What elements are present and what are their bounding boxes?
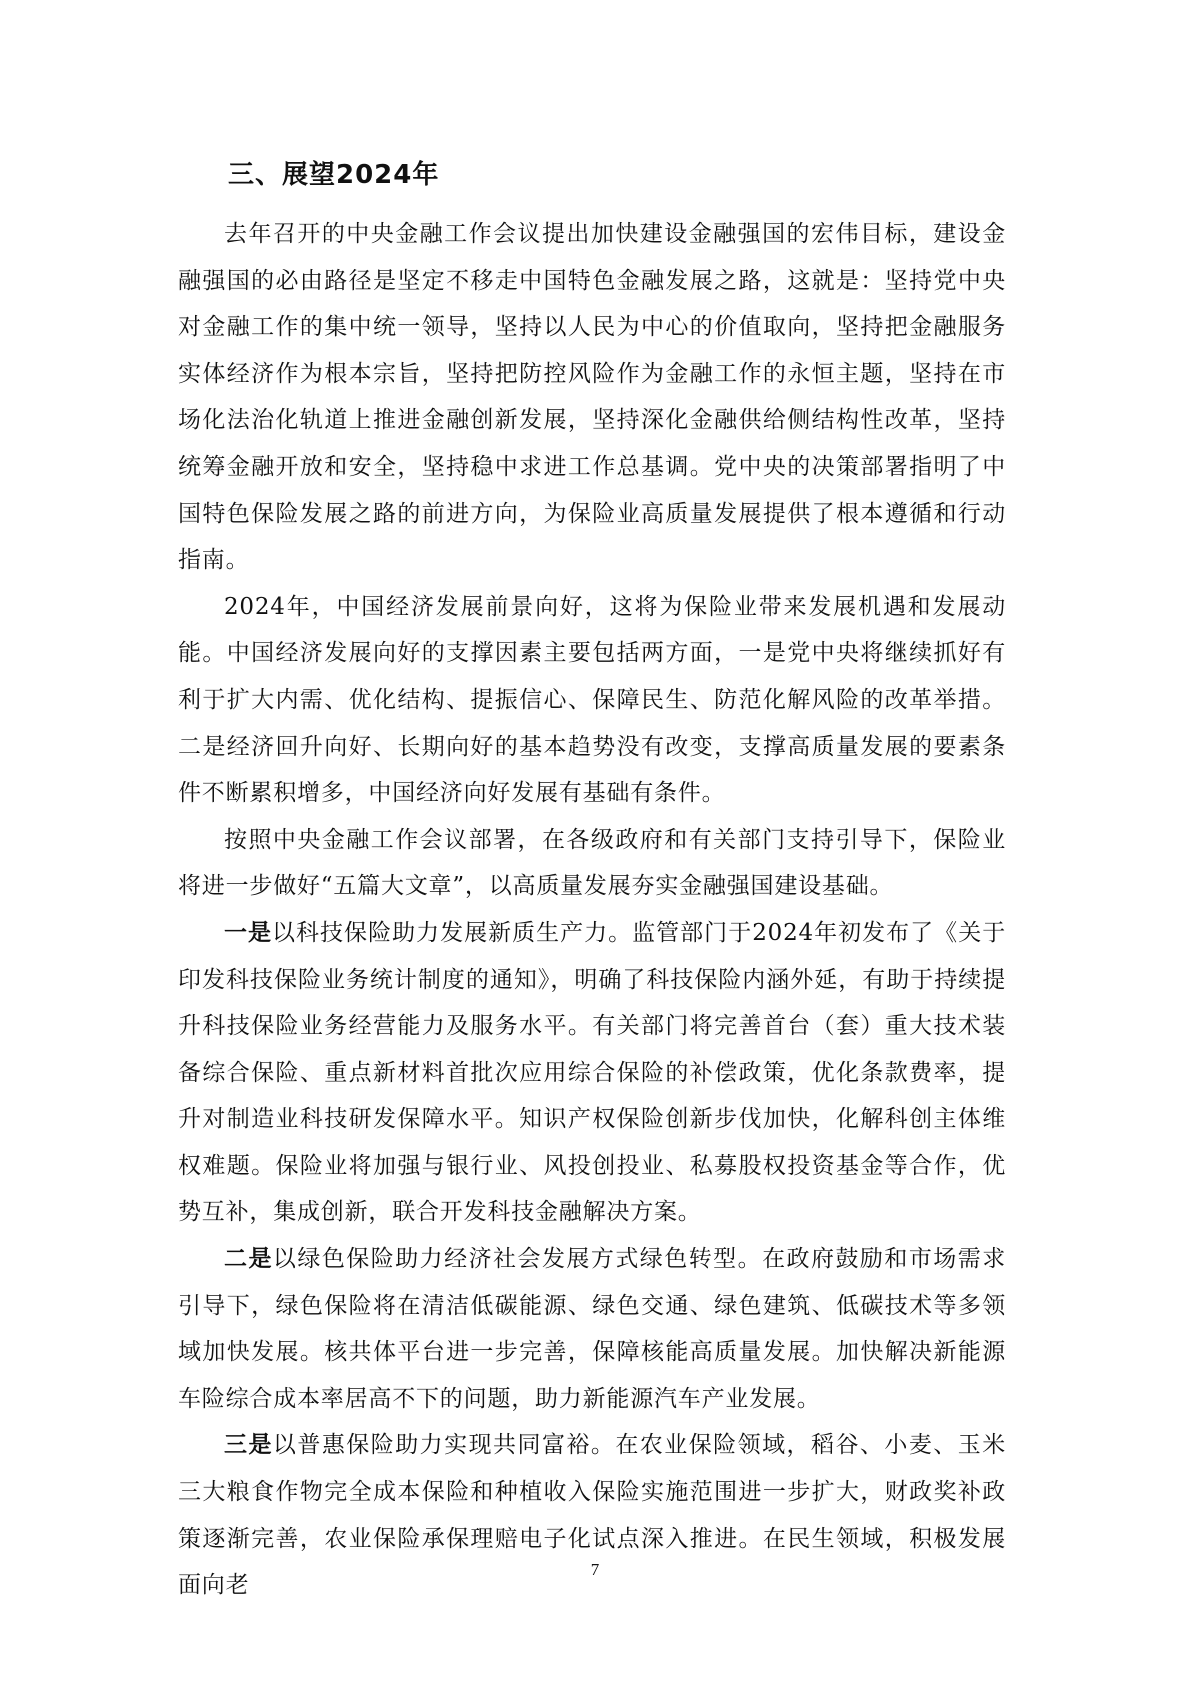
paragraph-text: 去年召开的中央金融工作会议提出加快建设金融强国的宏伟目标，建设金融强国的必由路径是坚定不移走中国特色金融发展之路，这就是：坚持党中央对金融工作的集中统一领导，坚持以人民为中心的价值取向，坚持把金融服务实体经济作为根本宗旨，坚持把防控风险作为金融工作的永恒主题，坚持在市场化法治化轨道上推进金融创新发展，坚持深化金融供给侧结构性改革，坚持统筹金融开放和安全，坚持稳中求进工作总基调。党中央的决策部署指明了中国特色保险发展之路的前进方向，为保险业高质量发展提供了根本遵循和行动指南。 (178, 221, 1006, 574)
paragraph-5 (178, 1236, 1006, 1422)
page-content (178, 155, 1006, 1609)
paragraph-text: 按照中央金融工作会议部署，在各级政府和有关部门支持引导下，保险业将进一步做好“五篇大文章”，以高质量发展夯实金融强国建设基础。 (178, 826, 1006, 900)
paragraph-3 (178, 817, 1006, 910)
paragraph-6 (178, 1422, 1006, 1608)
paragraph-text: 以科技保险助力发展新质生产力。监管部门于2024年初发布了《关于印发科技保险业务统计制度的通知》，明确了科技保险内涵外延，有助于持续提升科技保险业务经营能力及服务水平。有关部门将完善首台（套）重大技术装备综合保险、重点新材料首批次应用综合保险的补偿政策，优化条款费率，提升对制造业科技研发保障水平。知识产权保险创新步伐加快，化解科创主体维权难题。保险业将加强与银行业、风投创投业、私募股权投资基金等合作，优势互补，集成创新，联合开发科技金融解决方案。 (178, 919, 1006, 1226)
paragraph-text: 以绿色保险助力经济社会发展方式绿色转型。在政府鼓励和市场需求引导下，绿色保险将在清洁低碳能源、绿色交通、绿色建筑、低碳技术等多领域加快发展。核共体平台进一步完善，保障核能高质量发展。加快解决新能源车险综合成本率居高不下的问题，助力新能源汽车产业发展。 (178, 1246, 1006, 1412)
paragraph-2 (178, 584, 1006, 817)
paragraph-1 (178, 211, 1006, 584)
paragraph-text: 以普惠保险助力实现共同富裕。在农业保险领域，稻谷、小麦、玉米三大粮食作物完全成本保险和种植收入保险实施范围进一步扩大，财政奖补政策逐渐完善，农业保险承保理赔电子化试点深入推进。在民生领域，积极发展面向老 (178, 1432, 1006, 1599)
paragraph-lead: 三是 (224, 1431, 273, 1459)
paragraph-lead: 二是 (224, 1245, 273, 1273)
paragraph-4 (178, 910, 1006, 1236)
paragraph-lead: 一是 (224, 918, 273, 946)
page-number: 7 (590, 1560, 600, 1579)
section-heading: 三、展望2024年 (228, 160, 440, 190)
paragraph-text: 2024年，中国经济发展前景向好，这将为保险业带来发展机遇和发展动能。中国经济发展向好的支撑因素主要包括两方面，一是党中央将继续抓好有利于扩大内需、优化结构、提振信心、保障民生、防范化解风险的改革举措。二是经济回升向好、长期向好的基本趋势没有改变，支撑高质量发展的要素条件不断累积增多，中国经济向好发展有基础有条件。 (178, 593, 1006, 807)
